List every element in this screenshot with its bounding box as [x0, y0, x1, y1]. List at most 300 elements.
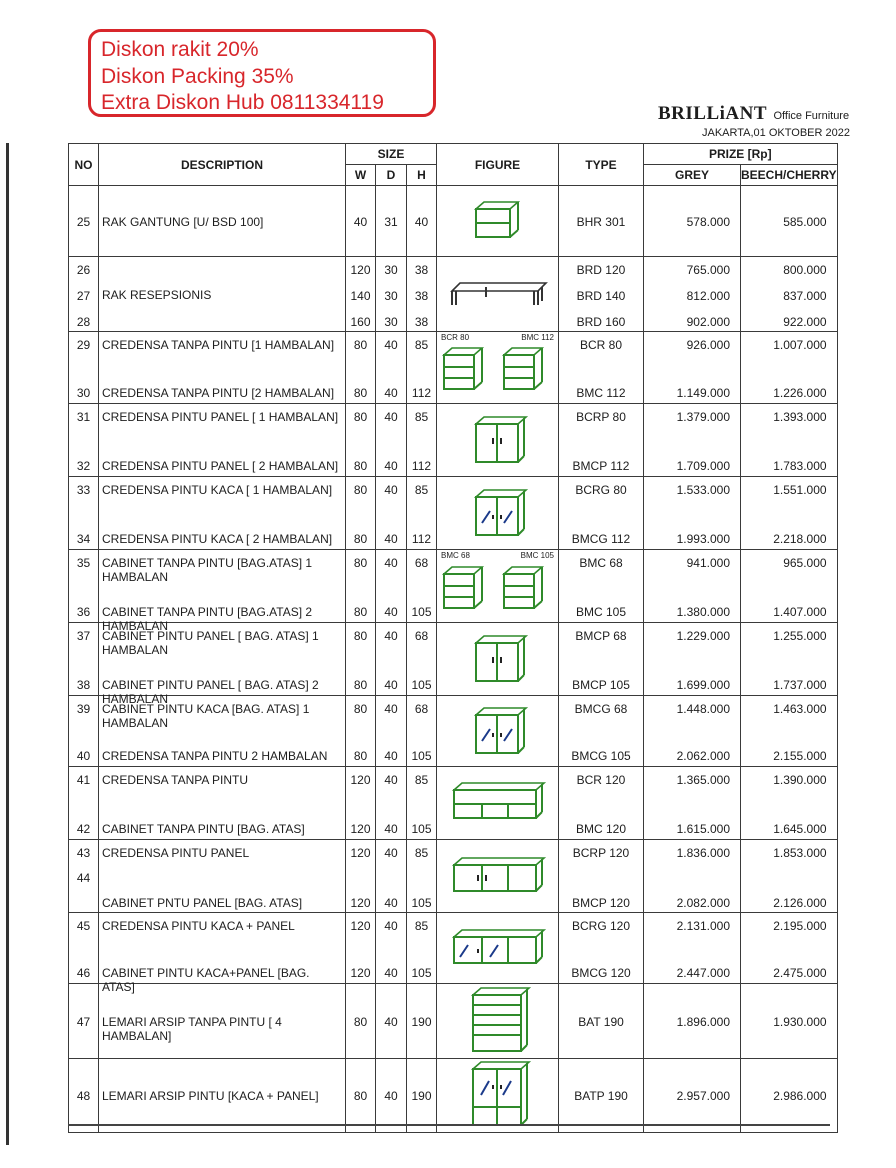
tall-open-shelf-icon [463, 985, 533, 1055]
beech-value: 1.645.000 [773, 822, 827, 836]
cell-h [407, 840, 437, 913]
dateline: JAKARTA,01 OKTOBER 2022 [702, 127, 850, 139]
beech-value: 2.126.000 [773, 896, 827, 910]
cell-no [69, 477, 99, 550]
beech-value: 965.000 [783, 556, 827, 570]
wide-glass-panel-credenza-icon [448, 925, 548, 969]
cell-grey [644, 1059, 741, 1133]
type-value: BCR 80 [579, 338, 623, 352]
type-value: BRD 140 [576, 289, 626, 303]
beech-value: 1.226.000 [773, 386, 827, 400]
price-list-body [69, 186, 838, 1133]
grey-value: 1.380.000 [676, 605, 730, 619]
type-value: BMCP 120 [572, 896, 630, 910]
d-value: 40 [384, 459, 398, 473]
cell-d [376, 186, 407, 257]
beech-value: 1.783.000 [773, 459, 827, 473]
grey-value: 1.149.000 [676, 386, 730, 400]
type-value: BCRG 80 [575, 483, 627, 497]
cell-d [376, 550, 407, 623]
grey-value: 765.000 [686, 263, 730, 277]
beech-value: 1.853.000 [773, 846, 827, 860]
figure-cell [437, 840, 559, 913]
header-w: W [346, 165, 376, 186]
beech-value: 2.218.000 [773, 532, 827, 546]
discount-promo-box [88, 29, 436, 117]
beech-value: 1.393.000 [773, 410, 827, 424]
w-value: 80 [353, 410, 368, 424]
grey-value: 2.062.000 [676, 749, 730, 763]
beech-value: 1.737.000 [773, 678, 827, 692]
no-value: 43 [76, 846, 91, 860]
w-value: 80 [353, 749, 368, 763]
grey-value: 2.082.000 [676, 896, 730, 910]
cell-beech [741, 696, 838, 767]
d-value: 40 [384, 629, 398, 643]
cell-grey [644, 404, 741, 477]
beech-value: 1.407.000 [773, 605, 827, 619]
cell-type [559, 767, 644, 840]
bottom-rule [68, 1124, 830, 1126]
h-value: 105 [411, 605, 432, 619]
h-value: 38 [414, 315, 429, 329]
cell-h [407, 186, 437, 257]
w-value: 80 [353, 386, 368, 400]
figure-cell [437, 404, 559, 477]
no-value: 30 [76, 386, 91, 400]
table-row [69, 477, 838, 550]
no-value: 27 [76, 289, 91, 303]
figure-cell [437, 984, 559, 1059]
cell-w [346, 332, 376, 404]
h-value: 40 [414, 215, 429, 229]
cell-desc [99, 257, 346, 332]
h-value: 105 [411, 966, 432, 980]
cell-d [376, 404, 407, 477]
cell-no [69, 913, 99, 984]
open-shelf-pair-icon [438, 337, 558, 395]
brand-subtitle: Office Furniture [773, 110, 850, 122]
d-value: 30 [384, 289, 398, 303]
w-value: 80 [353, 1089, 368, 1103]
grey-value: 812.000 [686, 289, 730, 303]
description-text: CREDENSA TANPA PINTU [1 HAMBALAN] [102, 338, 335, 352]
no-value: 46 [76, 966, 91, 980]
type-value: BHR 301 [576, 215, 626, 229]
header-beech: BEECH/CHERRY [741, 165, 838, 186]
no-value: 36 [76, 605, 91, 619]
figure-label: BMC 112 [521, 333, 554, 342]
header-description: DESCRIPTION [99, 144, 346, 186]
header-no: NO [69, 144, 99, 186]
cell-beech [741, 332, 838, 404]
type-value: BCRP 120 [572, 846, 630, 860]
w-value: 80 [353, 605, 368, 619]
no-value: 40 [76, 749, 91, 763]
table-row [69, 767, 838, 840]
table-row [69, 1059, 838, 1133]
cell-type [559, 477, 644, 550]
glass-cabinet-icon [468, 483, 528, 541]
cell-h [407, 767, 437, 840]
description-text: CABINET PNTU PANEL [BAG. ATAS] [102, 896, 303, 910]
cell-h [407, 623, 437, 696]
cell-desc [99, 1059, 346, 1133]
figure-cell [437, 477, 559, 550]
beech-value: 1.390.000 [773, 773, 827, 787]
grey-value: 2.131.000 [676, 919, 730, 933]
cell-d [376, 840, 407, 913]
panel-cabinet-icon [468, 410, 528, 468]
grey-value: 941.000 [686, 556, 730, 570]
promo-line-2: Diskon Packing 35% [101, 64, 294, 88]
description-text: CREDENSA TANPA PINTU [102, 773, 249, 787]
d-value: 30 [384, 263, 398, 277]
cell-grey [644, 913, 741, 984]
cell-grey [644, 767, 741, 840]
cell-grey [644, 984, 741, 1059]
type-value: BRD 120 [576, 263, 626, 277]
description-text: CABINET TANPA PINTU [BAG. ATAS] [102, 822, 305, 836]
type-value: BMC 105 [575, 605, 627, 619]
table-row [69, 257, 838, 332]
w-value: 120 [350, 263, 371, 277]
description-text: LEMARI ARSIP PINTU [KACA + PANEL] [102, 1089, 319, 1103]
h-value: 190 [411, 1015, 432, 1029]
h-value: 85 [414, 773, 429, 787]
w-value: 80 [353, 1015, 368, 1029]
d-value: 40 [384, 1089, 398, 1103]
type-value: BMCP 105 [572, 678, 630, 692]
cell-grey [644, 840, 741, 913]
h-value: 105 [411, 749, 432, 763]
description-text: CREDENSA PINTU PANEL [ 1 HAMBALAN] [102, 410, 339, 424]
no-value: 26 [76, 263, 91, 277]
glass-cabinet-icon [468, 701, 528, 759]
h-value: 105 [411, 678, 432, 692]
description-text: RAK RESEPSIONIS [102, 288, 212, 302]
cell-desc [99, 984, 346, 1059]
w-value: 120 [350, 919, 371, 933]
cell-h [407, 404, 437, 477]
type-value: BCRP 80 [576, 410, 626, 424]
table-row [69, 984, 838, 1059]
cell-d [376, 696, 407, 767]
type-value: BATP 190 [574, 1089, 628, 1103]
cell-type [559, 623, 644, 696]
w-value: 80 [353, 338, 368, 352]
figure-cell [437, 913, 559, 984]
description-text: CABINET PINTU PANEL [ BAG. ATAS] 2 HAMBALAN [102, 678, 319, 706]
w-value: 120 [350, 773, 371, 787]
cell-desc [99, 477, 346, 550]
cell-w [346, 840, 376, 913]
cell-w [346, 913, 376, 984]
header-h: H [407, 165, 437, 186]
d-value: 40 [384, 410, 398, 424]
cell-w [346, 1059, 376, 1133]
no-value: 35 [76, 556, 91, 570]
type-value: BMCP 112 [572, 459, 630, 473]
w-value: 120 [350, 846, 371, 860]
cell-no [69, 840, 99, 913]
d-value: 30 [384, 315, 398, 329]
cell-h [407, 984, 437, 1059]
w-value: 80 [353, 629, 368, 643]
cell-grey [644, 477, 741, 550]
cell-d [376, 1059, 407, 1133]
cell-no [69, 257, 99, 332]
grey-value: 902.000 [686, 315, 730, 329]
figure-cell [437, 332, 559, 404]
h-value: 38 [414, 263, 429, 277]
header-row-top [69, 144, 838, 165]
header-prize: PRIZE [Rp] [644, 144, 838, 165]
cell-beech [741, 257, 838, 332]
no-value: 45 [76, 919, 91, 933]
description-text: CABINET TANPA PINTU [BAG.ATAS] 1 HAMBALAN [102, 556, 313, 584]
grey-value: 2.447.000 [676, 966, 730, 980]
beech-value: 2.155.000 [773, 749, 827, 763]
w-value: 80 [353, 702, 368, 716]
cell-desc [99, 840, 346, 913]
cell-grey [644, 623, 741, 696]
d-value: 40 [384, 919, 398, 933]
figure-label: BCR 80 [441, 333, 470, 342]
description-text: CREDENSA PINTU KACA [ 1 HAMBALAN] [102, 483, 333, 497]
brand-logo [658, 103, 849, 125]
no-value: 44 [76, 871, 91, 885]
h-value: 112 [411, 459, 432, 473]
d-value: 40 [384, 338, 398, 352]
cell-type [559, 186, 644, 257]
cell-type [559, 550, 644, 623]
grey-value: 926.000 [686, 338, 730, 352]
no-value: 37 [76, 629, 91, 643]
cell-h [407, 477, 437, 550]
cell-w [346, 984, 376, 1059]
cell-no [69, 550, 99, 623]
cell-type [559, 257, 644, 332]
table-row [69, 840, 838, 913]
no-value: 42 [76, 822, 91, 836]
grey-value: 1.709.000 [676, 459, 730, 473]
description-text: CREDENSA PINTU PANEL [102, 846, 250, 860]
cell-w [346, 477, 376, 550]
description-text: CREDENSA PINTU KACA [ 2 HAMBALAN] [102, 532, 333, 546]
cell-desc [99, 767, 346, 840]
panel-cabinet-icon [468, 629, 528, 687]
no-value: 25 [76, 215, 91, 229]
beech-value: 1.930.000 [773, 1015, 827, 1029]
type-value: BMC 68 [579, 556, 623, 570]
cell-grey [644, 696, 741, 767]
grey-value: 1.379.000 [676, 410, 730, 424]
header-d: D [376, 165, 407, 186]
h-value: 85 [414, 338, 429, 352]
h-value: 112 [411, 532, 432, 546]
cell-desc [99, 332, 346, 404]
figure-cell [437, 1059, 559, 1133]
header-figure: FIGURE [437, 144, 559, 186]
d-value: 40 [384, 773, 398, 787]
cell-type [559, 696, 644, 767]
cell-beech [741, 913, 838, 984]
beech-value: 1.255.000 [773, 629, 827, 643]
d-value: 40 [384, 1015, 398, 1029]
header-grey: GREY [644, 165, 741, 186]
grey-value: 1.896.000 [676, 1015, 730, 1029]
cell-d [376, 332, 407, 404]
promo-line-1: Diskon rakit 20% [101, 38, 259, 61]
type-value: BRD 160 [576, 315, 626, 329]
w-value: 140 [350, 289, 371, 303]
cell-w [346, 257, 376, 332]
brand-name: BRILLiANT [658, 103, 768, 124]
d-value: 40 [384, 702, 398, 716]
cell-grey [644, 257, 741, 332]
beech-value: 837.000 [783, 289, 827, 303]
h-value: 68 [414, 702, 429, 716]
cell-beech [741, 840, 838, 913]
cell-type [559, 984, 644, 1059]
beech-value: 922.000 [783, 315, 827, 329]
type-value: BMCG 105 [571, 749, 631, 763]
cell-no [69, 623, 99, 696]
h-value: 105 [411, 896, 432, 910]
cell-desc [99, 404, 346, 477]
d-value: 40 [384, 896, 398, 910]
cell-beech [741, 186, 838, 257]
d-value: 31 [384, 215, 398, 229]
figure-cell [437, 257, 559, 332]
price-list-table [68, 143, 838, 1133]
beech-value: 585.000 [783, 215, 827, 229]
cell-desc [99, 550, 346, 633]
type-value: BMC 120 [575, 822, 627, 836]
figure-cell [437, 550, 559, 623]
grey-value: 1.533.000 [676, 483, 730, 497]
promo-line-3: Extra Diskon Hub 0811334119 [101, 91, 384, 114]
description-text: CABINET TANPA PINTU [BAG.ATAS] 2 HAMBALAN [102, 605, 313, 633]
w-value: 80 [353, 459, 368, 473]
cell-type [559, 332, 644, 404]
description-text: CREDENSA PINTU PANEL [ 2 HAMBALAN] [102, 459, 339, 473]
d-value: 40 [384, 846, 398, 860]
grey-value: 1.993.000 [676, 532, 730, 546]
cell-no [69, 332, 99, 404]
grey-value: 578.000 [686, 215, 730, 229]
cell-beech [741, 404, 838, 477]
type-value: BMC 112 [576, 386, 626, 400]
cell-d [376, 257, 407, 332]
wide-open-credenza-icon [448, 780, 548, 824]
grey-value: 1.448.000 [676, 702, 730, 716]
h-value: 85 [414, 483, 429, 497]
figure-cell [437, 623, 559, 696]
no-value: 34 [76, 532, 91, 546]
description-text: LEMARI ARSIP TANPA PINTU [ 4 HAMBALAN] [102, 1015, 282, 1043]
cell-d [376, 984, 407, 1059]
description-text: CABINET PINTU PANEL [ BAG. ATAS] 1 HAMBALAN [102, 629, 319, 657]
cell-beech [741, 1059, 838, 1133]
w-value: 160 [350, 315, 371, 329]
cell-h [407, 332, 437, 404]
h-value: 105 [411, 822, 432, 836]
beech-value: 2.986.000 [773, 1089, 827, 1103]
no-value: 32 [76, 459, 91, 473]
table-row [69, 696, 838, 767]
cell-d [376, 913, 407, 984]
description-text: CABINET PINTU KACA+PANEL [BAG. ATAS] [102, 966, 310, 994]
h-value: 85 [414, 919, 429, 933]
figure-cell [437, 696, 559, 767]
cell-beech [741, 984, 838, 1059]
d-value: 40 [384, 822, 398, 836]
description-text: CREDENSA TANPA PINTU 2 HAMBALAN [102, 749, 328, 763]
tall-glass-panel-cabinet-icon [463, 1059, 533, 1129]
cell-w [346, 623, 376, 696]
h-value: 190 [411, 1089, 432, 1103]
cell-h [407, 1059, 437, 1133]
table-row [69, 623, 838, 696]
no-value: 31 [76, 410, 91, 424]
cell-w [346, 550, 376, 623]
d-value: 40 [384, 749, 398, 763]
grey-value: 1.699.000 [676, 678, 730, 692]
cell-grey [644, 186, 741, 257]
cell-beech [741, 550, 838, 623]
cell-h [407, 257, 437, 332]
cell-desc [99, 913, 346, 994]
h-value: 68 [414, 629, 429, 643]
cell-w [346, 696, 376, 767]
cell-d [376, 767, 407, 840]
d-value: 40 [384, 966, 398, 980]
cell-no [69, 696, 99, 767]
w-value: 80 [353, 483, 368, 497]
cell-h [407, 913, 437, 984]
beech-value: 1.551.000 [773, 483, 827, 497]
no-value: 38 [76, 678, 91, 692]
cell-type [559, 840, 644, 913]
cell-desc [99, 186, 346, 257]
no-value: 39 [76, 702, 91, 716]
w-value: 120 [350, 822, 371, 836]
cell-desc [99, 623, 346, 706]
figure-cell [437, 186, 559, 257]
cell-no [69, 1059, 99, 1133]
cell-w [346, 404, 376, 477]
h-value: 38 [414, 289, 429, 303]
cell-beech [741, 477, 838, 550]
figure-label: BMC 105 [520, 551, 554, 560]
cell-type [559, 1059, 644, 1133]
no-value: 29 [76, 338, 91, 352]
w-value: 80 [353, 678, 368, 692]
w-value: 80 [353, 532, 368, 546]
grey-value: 1.615.000 [676, 822, 730, 836]
grey-value: 1.836.000 [676, 846, 730, 860]
cell-no [69, 984, 99, 1059]
cell-type [559, 913, 644, 984]
figure-cell [437, 767, 559, 840]
description-text: CABINET PINTU KACA [BAG. ATAS] 1 HAMBALAN [102, 702, 310, 730]
cell-beech [741, 623, 838, 696]
description-text: CREDENSA TANPA PINTU [2 HAMBALAN] [102, 386, 335, 400]
figure-label: BMC 68 [441, 551, 470, 560]
beech-value: 2.475.000 [773, 966, 827, 980]
